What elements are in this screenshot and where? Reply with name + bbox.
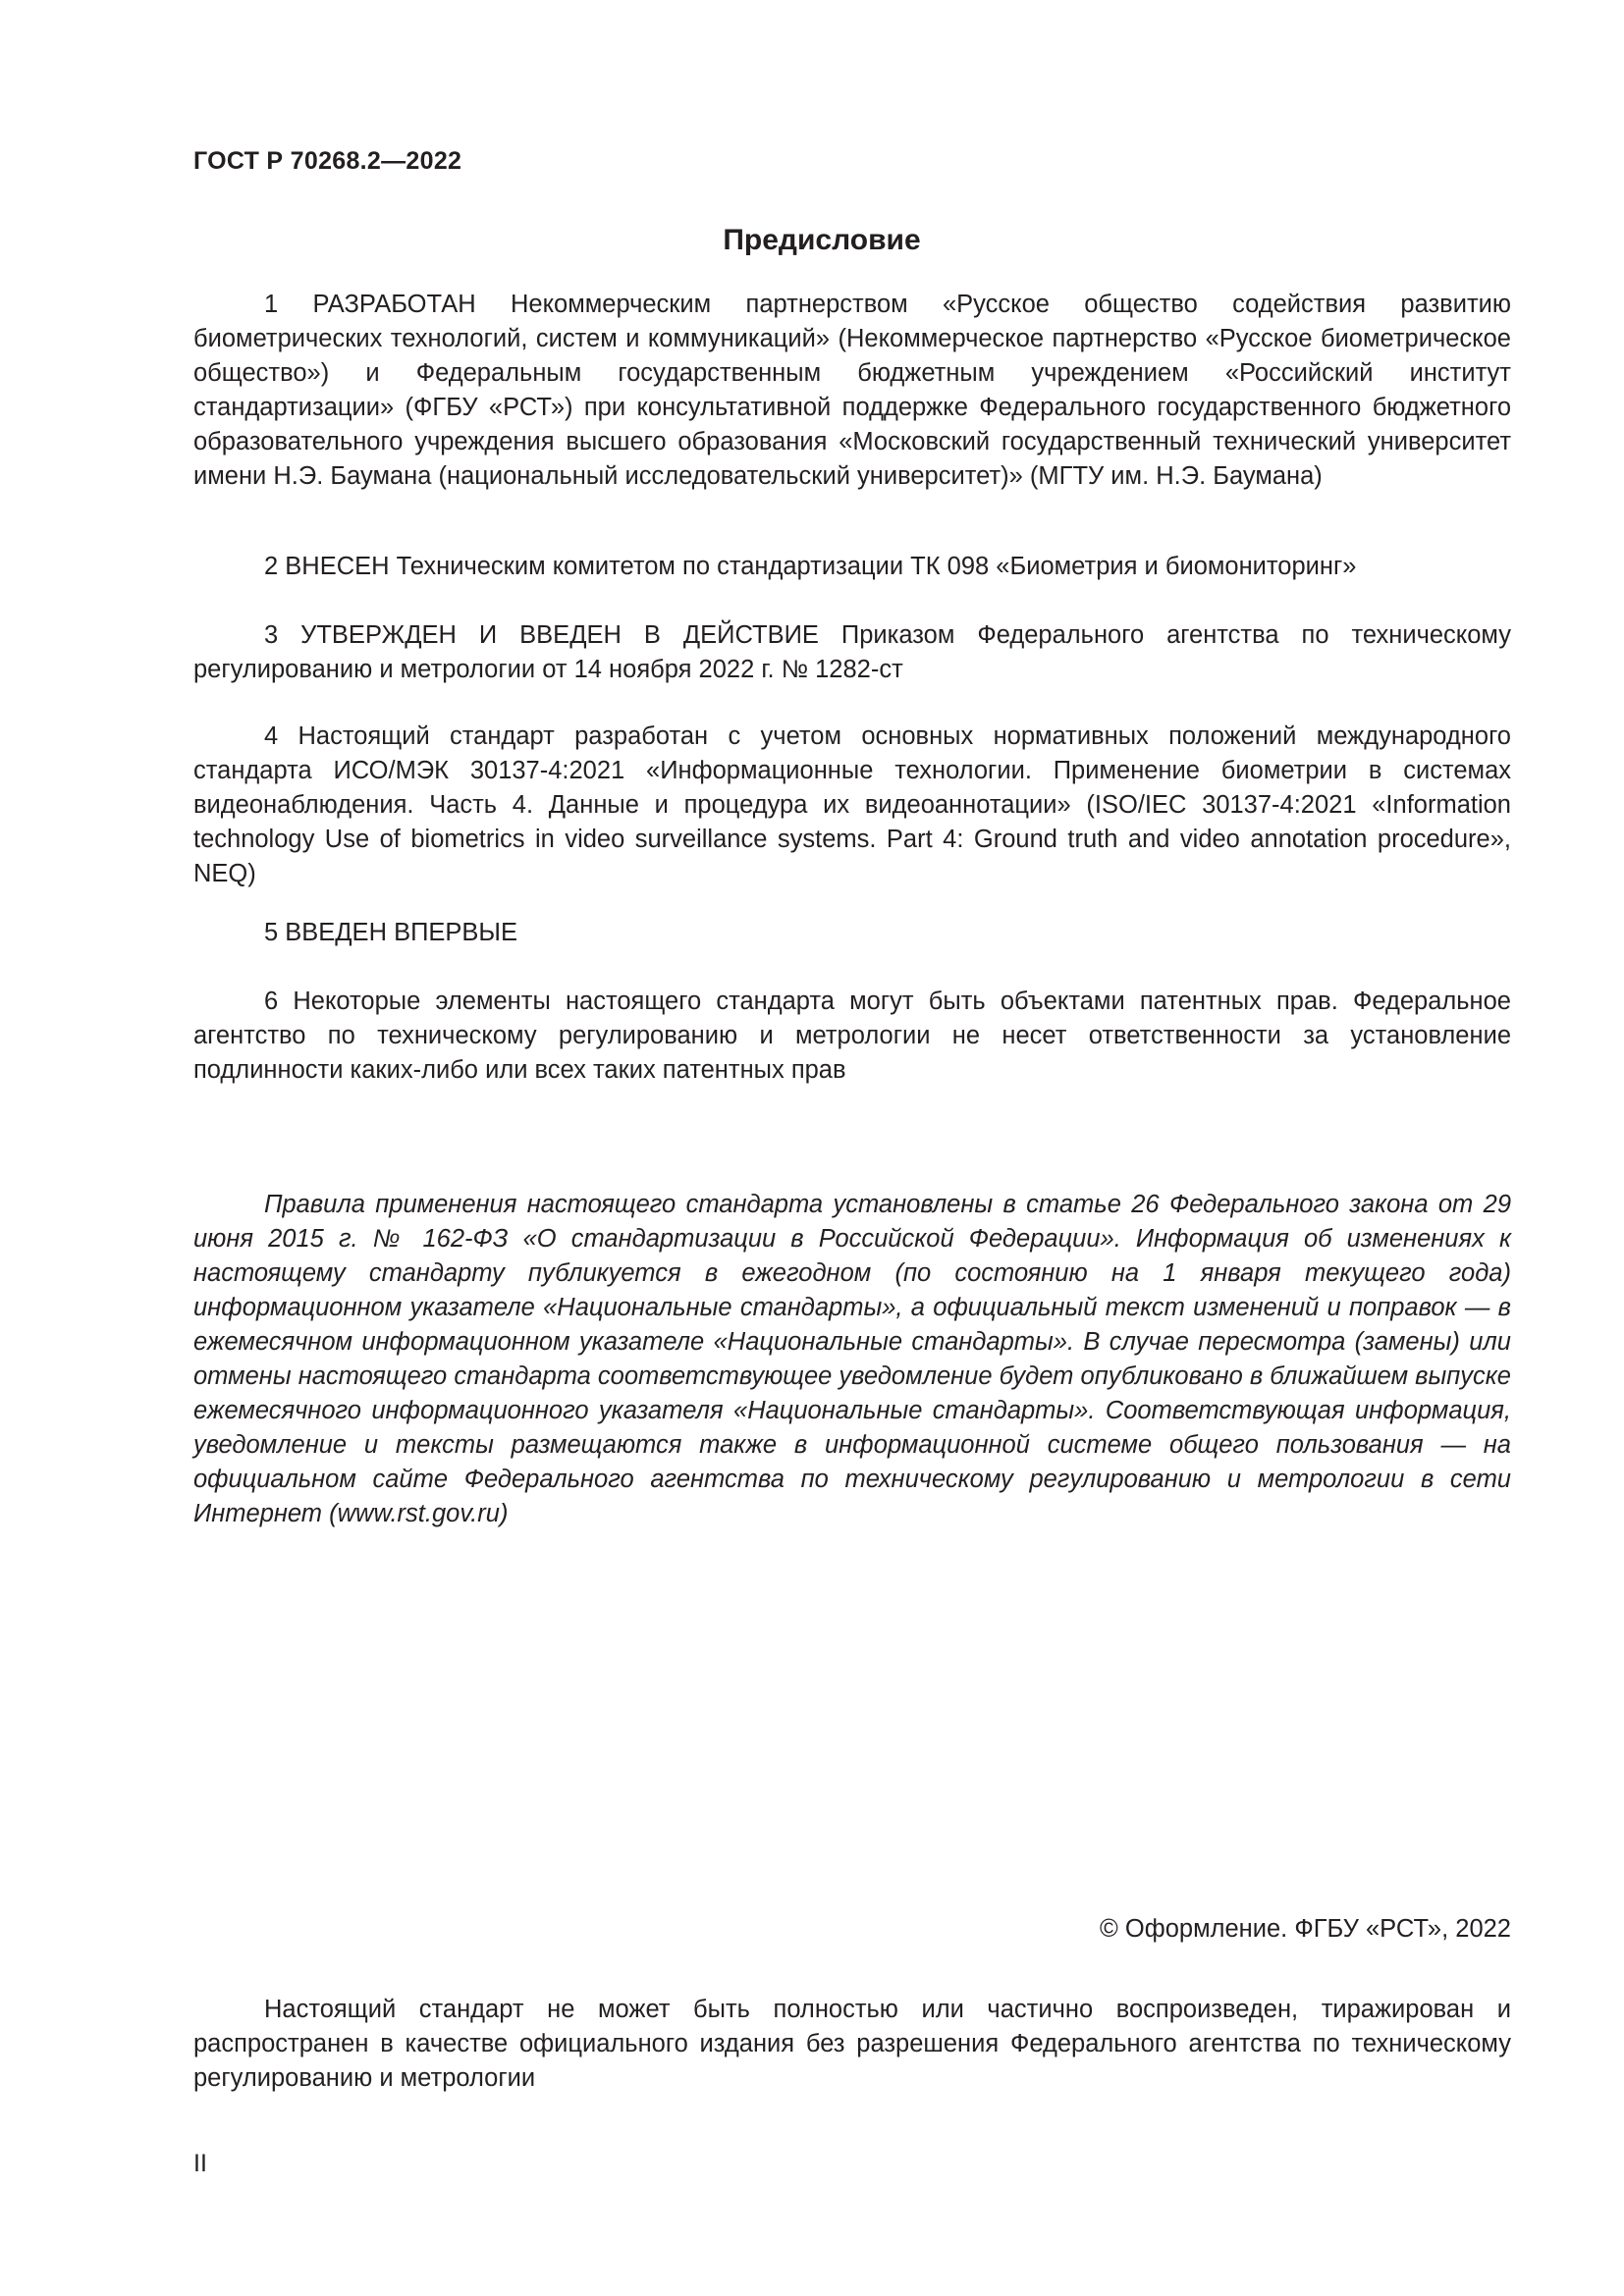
page-number: II xyxy=(193,2150,207,2177)
paragraph-international-standard: 4 Настоящий стандарт разработан с учетом основных нормативных положений международного стандарта ИСО/МЭК 30137-4:2021 «Информационные технологии. Применение биометрии в системах видеонаблюдения. Часть 4. Данные и процедура их видеоаннотации» (ISO/IEC 30137-4:2021 «Information technology Use of biometrics in video surveillance systems. Part 4: Ground truth and video annotation procedure», NEQ) xyxy=(193,722,1511,887)
paragraph-introduced-by: 2 ВНЕСЕН Техническим комитетом по стандартизации ТК 098 «Биометрия и биомониторинг» xyxy=(264,553,1357,580)
document-code-header: ГОСТ Р 70268.2—2022 xyxy=(193,147,462,175)
paragraph-introduced-first: 5 ВВЕДЕН ВПЕРВЫЕ xyxy=(264,919,518,946)
paragraph-approved: 3 УТВЕРЖДЕН И ВВЕДЕН В ДЕЙСТВИЕ Приказом Федерального агентства по техническому регулированию и метрологии от 14 ноября 2022 г. № 1282-ст xyxy=(193,621,1511,683)
paragraph-patent-rights: 6 Некоторые элементы настоящего стандарта могут быть объектами патентных прав. Федеральное агентство по техническому регулированию и метрологии не несет ответственности за установление подлинности каких-либо или всех таких патентных прав xyxy=(193,988,1511,1084)
paragraph-developed-by: 1 РАЗРАБОТАН Некоммерческим партнерством «Русское общество содействия развитию биометрических технологий, систем и коммуникаций» (Некоммерческое партнерство «Русское биометрическое общество») и Федеральным государственным бюджетным учреждением «Российский институт стандартизации» (ФГБУ «РСТ») при консультативной поддержке Федерального государственного бюджетного образовательного учреждения высшего образования «Московский государственный технический университет имени Н.Э. Баумана (национальный исследовательский университет)» (МГТУ им. Н.Э. Баумана) xyxy=(193,291,1511,490)
copyright-line: © Оформление. ФГБУ «РСТ», 2022 xyxy=(1100,1915,1511,1943)
rules-notice: Правила применения настоящего стандарта установлены в статье 26 Федерального закона от 29 июня 2015 г. № 162-ФЗ «О стандартизации в Российской Федерации». Информация об изменениях к настоящему стандарту публикуется в ежегодном (по состоянию на 1 января текущего года) информационном указателе «Национальные стандарты», а официальный текст изменений и поправок — в ежемесячном информационном указателе «Национальные стандарты». В случае пересмотра (замены) или отмены настоящего стандарта соответствующее уведомление будет опубликовано в ближайшем выпуске ежемесячного информационного указателя «Национальные стандарты». Соответствующая информация, уведомление и тексты размещаются также в информационной системе общего пользования — на официальном сайте Федерального агентства по техническому регулированию и метрологии в сети Интернет (www.rst.gov.ru) xyxy=(193,1191,1511,1527)
reproduction-notice: Настоящий стандарт не может быть полностью или частично воспроизведен, тиражирован и распространен в качестве официального издания без разрешения Федерального агентства по техническому регулированию и метрологии xyxy=(193,1996,1511,2092)
page-title: Предисловие xyxy=(723,224,921,256)
